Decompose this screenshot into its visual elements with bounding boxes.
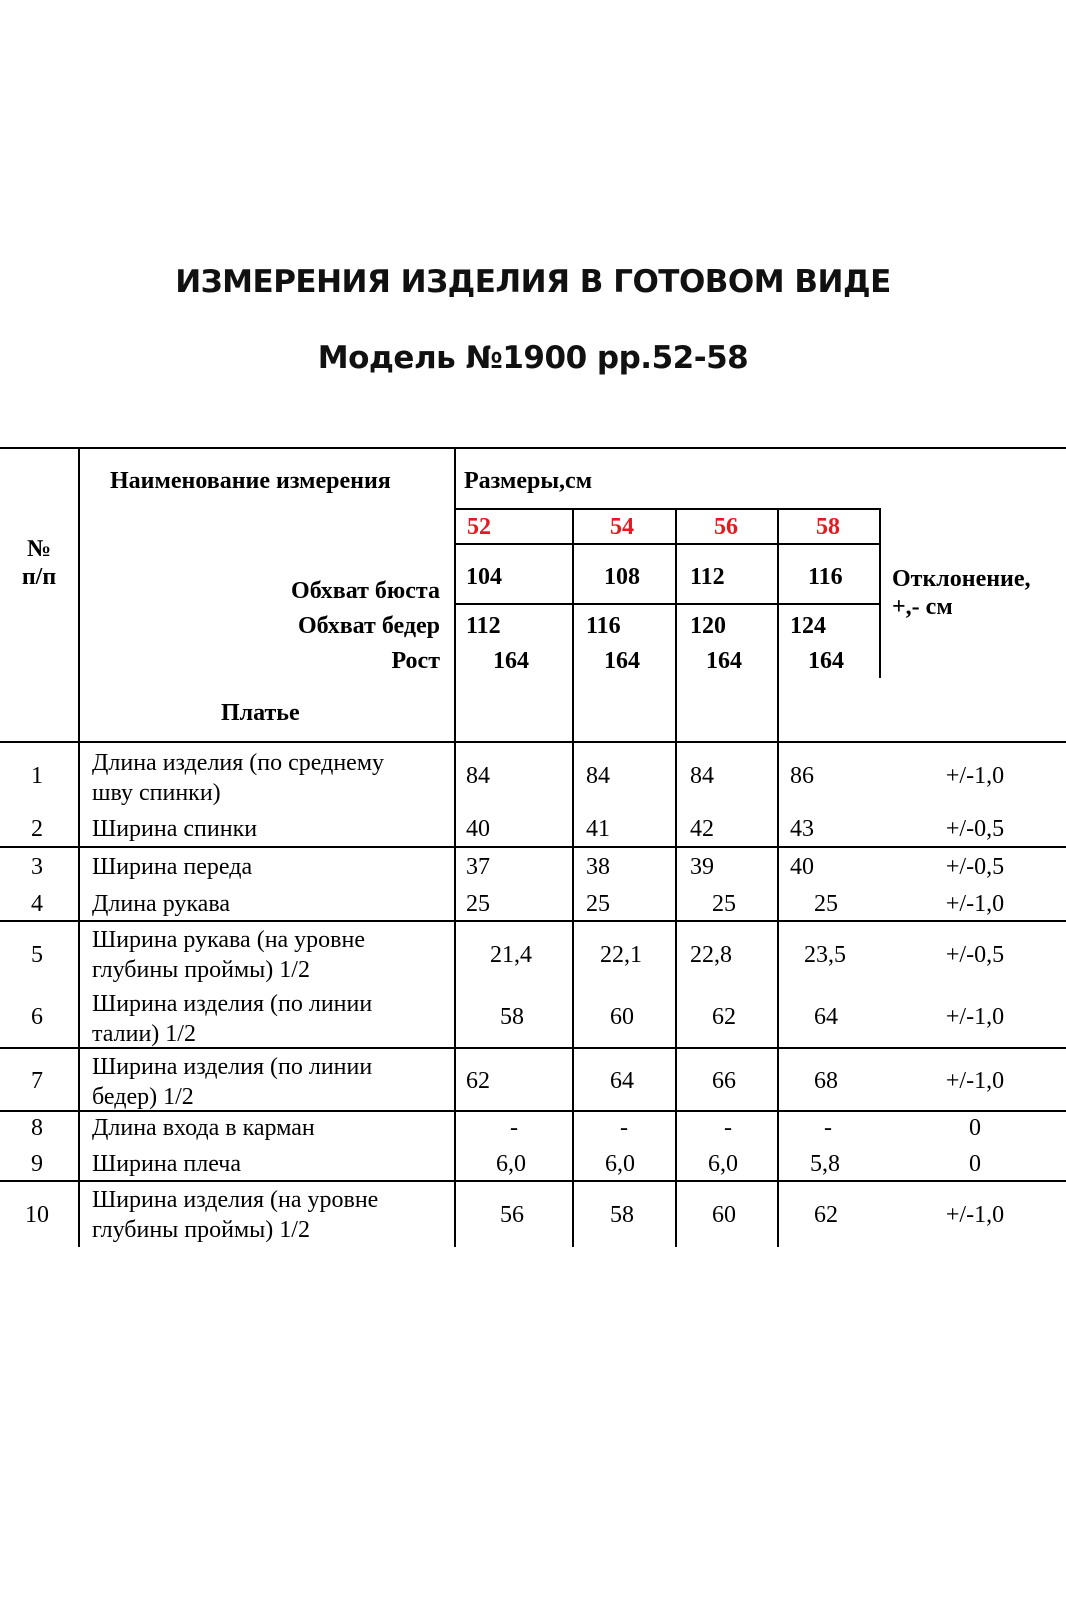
value-cell: 6,0 [708, 1151, 738, 1177]
hips-value: 112 [466, 613, 501, 639]
measurement-name-line: глубины проймы) 1/2 [92, 957, 310, 983]
value-cell: - [510, 1115, 518, 1141]
value-cell: 25 [586, 891, 610, 917]
measurement-name: Ширина спинки [92, 816, 258, 842]
row-number: 6 [31, 1004, 43, 1030]
value-cell: 6,0 [605, 1151, 635, 1177]
measurement-name-line: Ширина изделия (на уровне [92, 1187, 379, 1213]
measurement-name-line: шву спинки) [92, 780, 221, 806]
value-cell: 42 [690, 816, 714, 842]
row-number: 9 [31, 1151, 43, 1177]
hips-label: Обхват бедер [297, 613, 440, 639]
size-label: 52 [467, 514, 491, 540]
measurement-name [92, 748, 384, 808]
size-labels-border [455, 543, 880, 545]
value-cell: - [824, 1115, 832, 1141]
measurement-name-line: Длина изделия (по среднему [92, 750, 385, 776]
value-cell: 60 [610, 1004, 634, 1030]
row-number: 7 [31, 1068, 43, 1094]
column-border [777, 508, 779, 1247]
row-number: 4 [31, 891, 43, 917]
sizes-header: Размеры,см [464, 468, 593, 494]
measurement-name: Ширина плеча [92, 1151, 241, 1177]
measurement-name-line: Ширина изделия (по линии [92, 991, 373, 1017]
row-number: 8 [31, 1115, 43, 1141]
measurement-name [92, 1052, 372, 1112]
value-cell: 22,1 [600, 942, 642, 968]
height-value: 164 [706, 648, 742, 674]
value-cell: 40 [466, 816, 490, 842]
measurement-name-line: Ширина рукава (на уровне [92, 927, 366, 953]
value-cell: - [724, 1115, 732, 1141]
value-cell: 66 [712, 1068, 736, 1094]
tolerance-cell: +/-0,5 [945, 942, 1005, 968]
sizes-row-border [455, 508, 880, 510]
measurement-name: Длина входа в карман [92, 1115, 315, 1141]
hips-value: 120 [690, 613, 726, 639]
value-cell: 68 [814, 1068, 838, 1094]
value-cell: 38 [586, 854, 610, 880]
tolerance-cell: +/-1,0 [945, 1202, 1005, 1228]
measurement-name [92, 989, 372, 1049]
value-cell: 62 [712, 1004, 736, 1030]
size-label: 56 [714, 514, 738, 540]
value-cell: 6,0 [496, 1151, 526, 1177]
value-cell: 23,5 [804, 942, 846, 968]
height-label: Рост [391, 648, 440, 674]
document-title: ИЗМЕРЕНИЯ ИЗДЕЛИЯ В ГОТОВОМ ВИДЕ [175, 264, 891, 300]
measurement-name-line: талии) 1/2 [92, 1021, 196, 1047]
value-cell: 84 [586, 763, 610, 789]
tolerance-cell: 0 [969, 1151, 981, 1177]
value-cell: 21,4 [490, 942, 532, 968]
row-number: 5 [31, 942, 43, 968]
deviation-header-line: Отклонение, [892, 566, 1031, 592]
value-cell: 84 [466, 763, 490, 789]
value-cell: 41 [586, 816, 610, 842]
measurement-name [92, 925, 365, 985]
column-border [454, 447, 456, 1247]
size-label: 54 [610, 514, 634, 540]
tolerance-cell: +/-1,0 [945, 1068, 1005, 1094]
value-cell: 62 [814, 1202, 838, 1228]
row-group-border [0, 920, 1066, 922]
value-cell: 84 [690, 763, 714, 789]
tolerance-cell: +/-0,5 [945, 854, 1005, 880]
bust-value: 116 [808, 564, 843, 590]
value-cell: 25 [814, 891, 838, 917]
value-cell: 22,8 [690, 942, 732, 968]
tolerance-cell: +/-1,0 [945, 891, 1005, 917]
deviation-header-line: +,- см [892, 594, 953, 620]
value-cell: 37 [466, 854, 490, 880]
height-value: 164 [604, 648, 640, 674]
value-cell: 25 [466, 891, 490, 917]
measurement-name: Ширина переда [92, 854, 253, 880]
height-value: 164 [493, 648, 529, 674]
row-group-border [0, 1180, 1066, 1182]
row-number: 3 [31, 854, 43, 880]
measurement-name-line: бедер) 1/2 [92, 1084, 194, 1110]
value-cell: 58 [610, 1202, 634, 1228]
measurement-name-line: глубины проймы) 1/2 [92, 1217, 310, 1243]
value-cell: 25 [712, 891, 736, 917]
row-number: 1 [31, 763, 43, 789]
tolerance-cell: +/-1,0 [945, 1004, 1005, 1030]
value-cell: 40 [790, 854, 814, 880]
number-header [0, 535, 78, 591]
number-header-line: № [26, 536, 52, 562]
column-border [879, 508, 881, 678]
bust-value: 104 [466, 564, 502, 590]
value-cell: 62 [466, 1068, 490, 1094]
height-value: 164 [808, 648, 844, 674]
hips-value: 116 [586, 613, 621, 639]
name-column-header: Наименование измерения [110, 468, 391, 494]
measurement-name [92, 1185, 378, 1245]
model-subtitle: Модель №1900 рр.52-58 [317, 340, 749, 376]
value-cell: 39 [690, 854, 714, 880]
size-label: 58 [816, 514, 840, 540]
number-header-line: п/п [21, 564, 57, 590]
measurement-name-line: Ширина изделия (по линии [92, 1054, 373, 1080]
tolerance-cell: 0 [969, 1115, 981, 1141]
value-cell: 58 [500, 1004, 524, 1030]
value-cell: 43 [790, 816, 814, 842]
value-cell: 86 [790, 763, 814, 789]
header-bottom-border [0, 741, 1066, 743]
row-group-border [0, 846, 1066, 848]
value-cell: 64 [814, 1004, 838, 1030]
value-cell: 56 [500, 1202, 524, 1228]
column-border [572, 508, 574, 1247]
table-top-border [0, 447, 1066, 449]
column-border [78, 447, 80, 1247]
value-cell: 64 [610, 1068, 634, 1094]
bust-row-border [455, 603, 880, 605]
tolerance-cell: +/-0,5 [945, 816, 1005, 842]
deviation-header [892, 565, 1031, 621]
column-border [675, 508, 677, 1247]
value-cell: 5,8 [810, 1151, 840, 1177]
tolerance-cell: +/-1,0 [945, 763, 1005, 789]
hips-value: 124 [790, 613, 826, 639]
row-number: 10 [25, 1202, 49, 1228]
value-cell: - [620, 1115, 628, 1141]
measurement-name: Длина рукава [92, 891, 230, 917]
bust-label: Обхват бюста [291, 578, 440, 604]
bust-value: 112 [690, 564, 725, 590]
product-label: Платье [221, 700, 300, 726]
row-number: 2 [31, 816, 43, 842]
bust-value: 108 [604, 564, 640, 590]
value-cell: 60 [712, 1202, 736, 1228]
